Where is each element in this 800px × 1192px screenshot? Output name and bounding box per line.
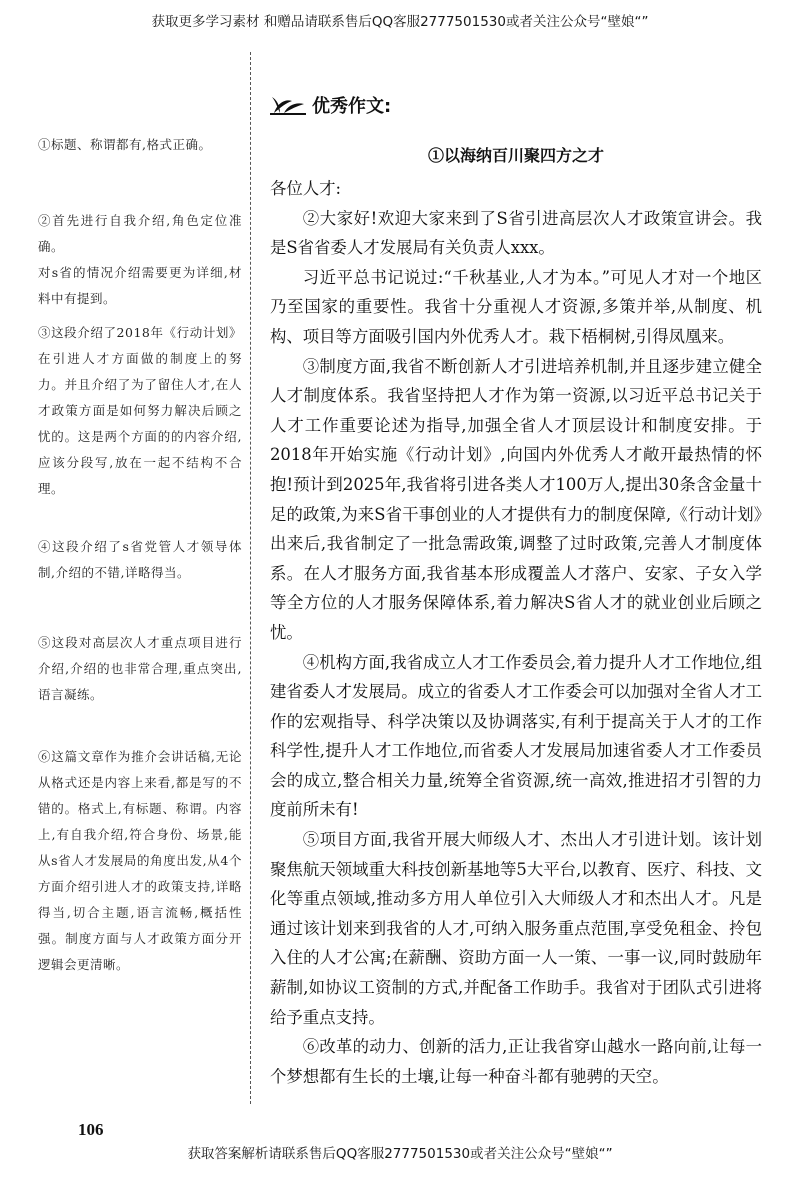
annotation-text: ③这段介绍了2018年《行动计划》在引进人才方面做的制度上的努力。并且介绍了为了留住人才,在人才政策方面是如何努力解决后顾之忧的。这是两个方面的的内容介绍,应该分段写,放在一起不结构不合理。 (38, 325, 242, 496)
footer-banner: 获取答案解析请联系售后QQ客服2777501530或者关注公众号“壁娘“” (187, 1146, 613, 1162)
annotation-2 (38, 208, 242, 312)
annotation-text: 对s省的情况介绍需要更为详细,材料中有提到。 (38, 265, 242, 306)
column-divider (250, 52, 251, 1104)
essay-paragraph: ③制度方面,我省不断创新人才引进培养机制,并且逐步建立健全人才制度体系。我省坚持把人才作为第一资源,以习近平总书记关于人才工作重要论述为指导,加强全省人才顶层设计和制度安排。于2018年开始实施《行动计划》,向国内外优秀人才敞开最热情的怀抱!预计到2025年,我省将引进各类人才100万人,提出30条含金量十足的政策,为来S省干事创业的人才提供有力的制度保障,《行动计划》出来后,我省制定了一批急需政策,调整了过时政策,完善人才制度体系。在人才服务方面,我省基本形成覆盖人才落户、安家、子女入学等全方位的人才服务保障体系,着力解决S省人才的就业创业后顾之忧。 (270, 356, 762, 642)
annotation-text: ④这段介绍了s省党管人才领导体制,介绍的不错,详略得当。 (38, 539, 242, 580)
section-heading-text: 优秀作文: (312, 96, 392, 117)
annotation-text: ⑥这篇文章作为推介会讲话稿,无论从格式还是内容上来看,都是写的不错的。格式上,有标题、称谓。内容上,有自我介绍,符合身份、场景,能从s省人才发展局的角度出发,从4个方面介绍引进人才的政策支持,详略得当,切合主题,语言流畅,概括性强。制度方面与人才政策方面分开逻辑会更清晰。 (38, 749, 242, 972)
essay-paragraph: ⑥改革的动力、创新的活力,正让我省穿山越水一路向前,让每一个梦想都有生长的土壤,让每一种奋斗都有驰骋的天空。 (270, 1037, 762, 1086)
plant-sprout-icon (268, 94, 308, 116)
essay-paragraph: ②大家好!欢迎大家来到了S省引进高层次人才政策宣讲会。我是S省省委人才发展局有关负责人xxx。 (270, 208, 762, 258)
salutation: 各位人才: (270, 179, 342, 198)
annotation-6 (38, 744, 242, 978)
annotation-1 (38, 132, 242, 158)
essay-body (270, 174, 762, 1091)
essay-title: ①以海纳百川聚四方之才 (427, 146, 604, 165)
annotation-3 (38, 320, 242, 502)
annotation-text: ⑤这段对高层次人才重点项目进行介绍,介绍的也非常合理,重点突出,语言凝练。 (38, 635, 242, 702)
essay-paragraph: ⑤项目方面,我省开展大师级人才、杰出人才引进计划。该计划聚焦航天领域重大科技创新基地等5大平台,以教育、医疗、科技、文化等重点领域,推动多方用人单位引入大师级人才和杰出人才。凡是通过该计划来到我省的人才,可纳入服务重点范围,享受免租金、拎包入住的人才公寓;在薪酬、资助方面一人一策、一事一议,同时鼓励年薪制,如协议工资制的方式,并配备工作助手。我省对于团队式引进将给予重点支持。 (270, 830, 762, 1027)
header-banner: 获取更多学习素材 和赠品请联系售后QQ客服2777501530或者关注公众号“壁娘“” (151, 14, 649, 30)
essay-paragraph: 习近平总书记说过:“千秋基业,人才为本。”可见人才对一个地区乃至国家的重要性。我省十分重视人才资源,多策并举,从制度、机构、项目等方面吸引国内外优秀人才。栽下梧桐树,引得凤凰来。 (270, 267, 762, 346)
section-heading (268, 92, 391, 118)
annotation-text: ①标题、称谓都有,格式正确。 (38, 137, 212, 152)
annotation-4 (38, 534, 242, 586)
page-number: 106 (78, 1120, 104, 1139)
essay-paragraph: ④机构方面,我省成立人才工作委员会,着力提升人才工作地位,组建省委人才发展局。成立的省委人才工作委会可以加强对全省人才工作的宏观指导、科学决策以及协调落实,有利于提高关于人才的工作科学性,提升人才工作地位,而省委人才发展局加速省委人才工作委员会的成立,整合相关力量,统筹全省资源,统一高效,推进招才引智的力度前所未有! (270, 652, 762, 820)
annotation-5 (38, 630, 242, 708)
annotation-text: ②首先进行自我介绍,角色定位准确。 (38, 213, 242, 254)
